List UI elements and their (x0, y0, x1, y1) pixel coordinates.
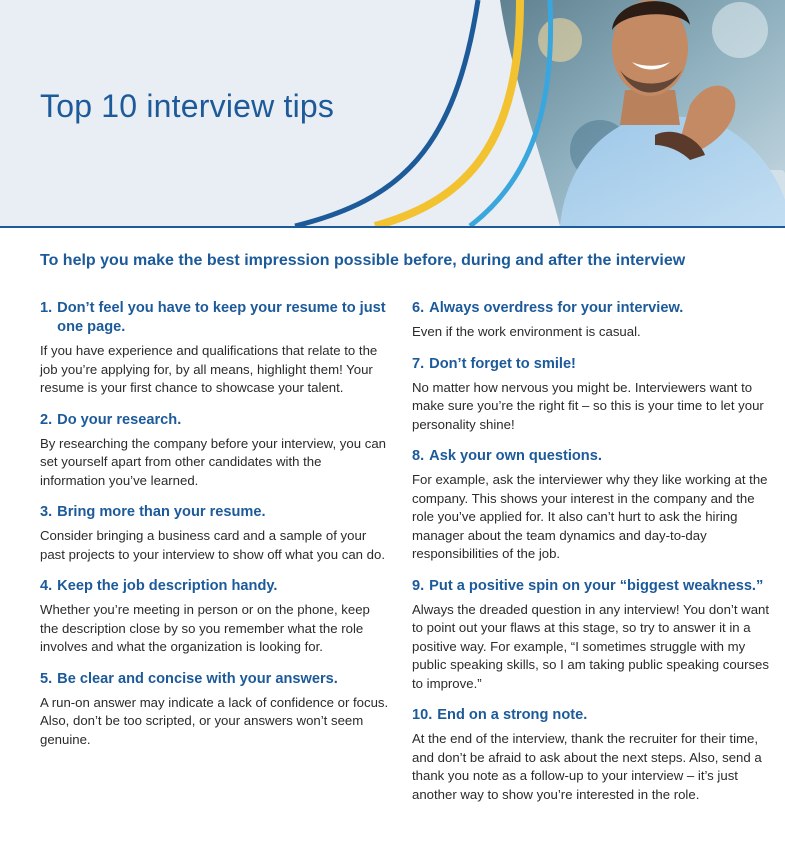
tip-item (412, 447, 770, 564)
tip-heading-text: Do your research. (57, 411, 182, 428)
tip-heading (40, 299, 390, 337)
tip-heading (412, 447, 770, 466)
tip-body: Always the dreaded question in any interview! You don’t want to point out your flaws at this stage, so try to answer it in a positive way. For example, “I sometimes struggle with my public speaking skills, so I am taking public speaking courses to improve.” (412, 601, 770, 691)
tip-number: 8. (412, 448, 425, 464)
tip-item (40, 670, 390, 750)
tip-item (40, 411, 390, 491)
tip-body: A run-on answer may indicate a lack of confidence or focus. Also, don’t be too scripted, or your answers won’t seem genuine. (40, 694, 389, 747)
tips-column-left (40, 299, 390, 762)
tip-number: 5. (40, 670, 53, 687)
tip-item (412, 355, 770, 435)
tip-number: 2. (40, 411, 53, 428)
tip-heading-text: Be clear and concise with your answers. (57, 670, 338, 687)
tip-heading-text: Don’t forget to smile! (429, 355, 576, 372)
tip-heading-text: Don’t feel you have to keep your resume to just one page. (57, 300, 386, 335)
tip-heading-text: End on a strong note. (437, 707, 588, 723)
tip-number: 9. (412, 577, 425, 594)
tip-heading (40, 411, 390, 430)
tip-body: By researching the company before your interview, you can set yourself apart from other candidates with the information you’ve learned. (40, 435, 386, 488)
header-divider (0, 226, 785, 228)
page-subtitle: To help you make the best impression possible before, during and after the interview (40, 252, 686, 269)
tip-heading (40, 503, 390, 522)
tip-number: 10. (412, 707, 433, 723)
tip-item (412, 299, 770, 342)
tip-body: If you have experience and qualifications that relate to the job you’re applying for, by all means, highlight them! Your resume is your first chance to showcase your talent. (40, 343, 378, 395)
tip-body: No matter how nervous you might be. Interviewers want to make sure you’re the right fit – so this is your time to let your personality shine! (412, 379, 764, 432)
tip-heading (412, 299, 770, 318)
tip-heading (412, 706, 770, 725)
tip-body: Even if the work environment is casual. (412, 324, 641, 339)
tip-heading-text: Put a positive spin on your “biggest weakness.” (429, 577, 764, 594)
tip-number: 3. (40, 504, 53, 520)
tip-item (40, 577, 390, 657)
tip-number: 1. (40, 300, 53, 316)
tip-body: Whether you’re meeting in person or on the phone, keep the description close by so you remember what the role involves and what the organization is looking for. (40, 602, 370, 654)
tip-number: 6. (412, 300, 425, 316)
tip-body: At the end of the interview, thank the recruiter for their time, and don’t be afraid to ask about the next steps. Also, send a thank you note as a follow-up to your interview – it’s just another way to show you’re interested in the role. (412, 731, 762, 802)
tip-heading-text: Ask your own questions. (429, 448, 602, 464)
tip-body: Consider bringing a business card and a sample of your past projects to your interview to show off what you can do. (40, 528, 386, 562)
tip-heading-text: Always overdress for your interview. (429, 300, 684, 316)
tip-item (412, 577, 770, 694)
tip-heading-text: Bring more than your resume. (57, 504, 266, 520)
tip-heading (40, 670, 390, 689)
tip-item (412, 706, 770, 804)
smiling-man-photo (480, 0, 785, 226)
tip-number: 7. (412, 355, 425, 372)
tip-number: 4. (40, 578, 53, 594)
tip-body: For example, ask the interviewer why they like working at the company. This shows your interest in the company and the role you’ve applied for. It also can’t hurt to ask the hiring manager about the team dynamics and day-to-day responsibilities of the job. (412, 472, 768, 561)
page-title: Top 10 interview tips (40, 88, 335, 124)
tips-column-right (412, 299, 770, 817)
tip-heading (412, 577, 770, 596)
tip-item (40, 503, 390, 564)
tip-heading-text: Keep the job description handy. (57, 578, 278, 594)
tip-heading (40, 577, 390, 596)
tip-heading (412, 355, 770, 374)
tip-item (40, 299, 390, 398)
